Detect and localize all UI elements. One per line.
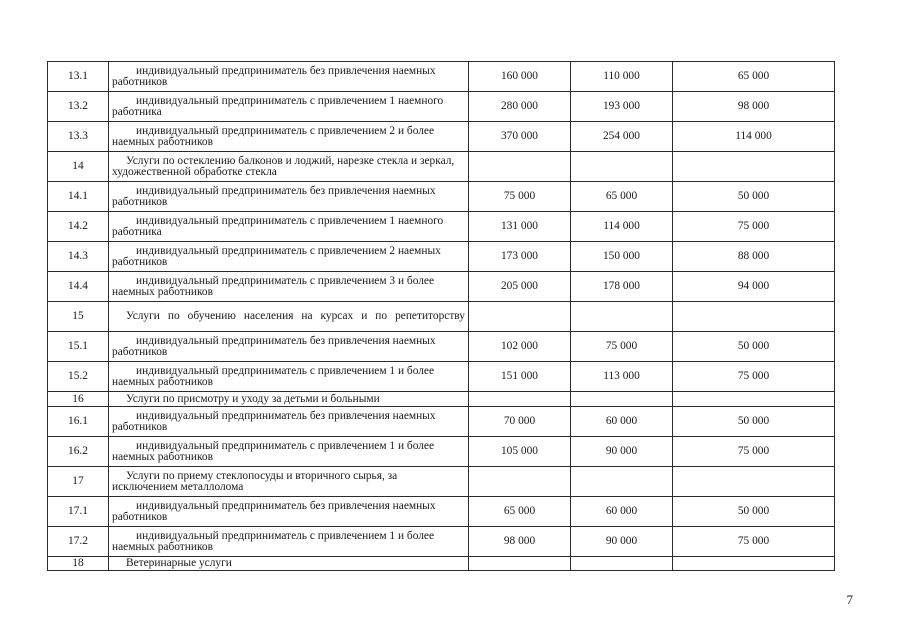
value-cell-2: 110 000	[571, 62, 673, 92]
value-cell-2: 90 000	[571, 437, 673, 467]
description-text: индивидуальный предприниматель с привлечением 2 и более наемных работников	[112, 124, 435, 148]
value-cell-2: 90 000	[571, 527, 673, 557]
value-cell-1: 205 000	[469, 272, 571, 302]
value-cell-3	[673, 302, 835, 332]
value-cell-3: 114 000	[673, 122, 835, 152]
value-cell-2	[571, 467, 673, 497]
value-cell-1: 105 000	[469, 437, 571, 467]
category-title	[109, 467, 469, 497]
row-number: 13.1	[48, 62, 109, 92]
value-cell-2: 114 000	[571, 212, 673, 242]
value-cell-2: 60 000	[571, 407, 673, 437]
row-number: 16.1	[48, 407, 109, 437]
value-cell-3: 98 000	[673, 92, 835, 122]
description-text: индивидуальный предприниматель с привлечением 1 наемного работника	[112, 94, 444, 118]
entrepreneur-description	[109, 122, 469, 152]
entrepreneur-description	[109, 212, 469, 242]
table-row	[48, 272, 835, 302]
description-text: индивидуальный предприниматель без привлечения наемных работников	[112, 499, 436, 523]
value-cell-1	[469, 392, 571, 407]
value-cell-3: 88 000	[673, 242, 835, 272]
value-cell-3: 50 000	[673, 182, 835, 212]
value-cell-3: 75 000	[673, 437, 835, 467]
value-cell-1: 173 000	[469, 242, 571, 272]
row-number: 15.2	[48, 362, 109, 392]
value-cell-2	[571, 557, 673, 571]
page-number: 7	[846, 592, 853, 607]
table-row	[48, 362, 835, 392]
value-cell-1: 280 000	[469, 92, 571, 122]
row-number: 14.4	[48, 272, 109, 302]
table-row	[48, 437, 835, 467]
value-cell-3	[673, 392, 835, 407]
row-number: 16	[48, 392, 109, 407]
value-cell-3	[673, 557, 835, 571]
entrepreneur-description	[109, 242, 469, 272]
value-cell-3: 75 000	[673, 362, 835, 392]
description-text: индивидуальный предприниматель с привлечением 1 и более наемных работников	[112, 439, 435, 463]
table-row	[48, 122, 835, 152]
value-cell-2	[571, 302, 673, 332]
table-row	[48, 302, 835, 332]
category-title	[109, 557, 469, 571]
description-text: индивидуальный предприниматель с привлечением 2 наемных работников	[112, 244, 441, 268]
row-number: 17	[48, 467, 109, 497]
category-title	[109, 392, 469, 407]
table-row	[48, 152, 835, 182]
value-cell-1	[469, 557, 571, 571]
category-title	[109, 152, 469, 182]
value-cell-3: 75 000	[673, 212, 835, 242]
table-row	[48, 467, 835, 497]
description-text: Ветеринарные услуги	[126, 557, 232, 569]
value-cell-2: 178 000	[571, 272, 673, 302]
entrepreneur-description	[109, 332, 469, 362]
entrepreneur-description	[109, 182, 469, 212]
table-row	[48, 527, 835, 557]
value-cell-2: 254 000	[571, 122, 673, 152]
row-number: 15	[48, 302, 109, 332]
value-cell-1: 75 000	[469, 182, 571, 212]
entrepreneur-description	[109, 272, 469, 302]
value-cell-3: 50 000	[673, 407, 835, 437]
description-text: индивидуальный предприниматель с привлечением 1 наемного работника	[112, 214, 444, 238]
row-number: 16.2	[48, 437, 109, 467]
value-cell-3: 75 000	[673, 527, 835, 557]
description-text: индивидуальный предприниматель с привлечением 1 и более наемных работников	[112, 364, 435, 388]
value-cell-1: 65 000	[469, 497, 571, 527]
table-row	[48, 182, 835, 212]
table-row	[48, 62, 835, 92]
description-text: Услуги по присмотру и уходу за детьми и больными	[126, 392, 380, 405]
row-number: 14.3	[48, 242, 109, 272]
value-cell-3	[673, 152, 835, 182]
row-number: 14.1	[48, 182, 109, 212]
table-row	[48, 497, 835, 527]
row-number: 14.2	[48, 212, 109, 242]
value-cell-1: 160 000	[469, 62, 571, 92]
table-row	[48, 392, 835, 407]
entrepreneur-description	[109, 407, 469, 437]
value-cell-2: 60 000	[571, 497, 673, 527]
description-text: индивидуальный предприниматель без привлечения наемных работников	[112, 64, 436, 88]
value-cell-1	[469, 467, 571, 497]
value-cell-3: 50 000	[673, 332, 835, 362]
value-cell-1	[469, 302, 571, 332]
value-cell-2: 193 000	[571, 92, 673, 122]
tariff-table	[47, 61, 835, 571]
description-text: Услуги по остеклению балконов и лоджий, нарезке стекла и зеркал, художественной обработке стекла	[112, 154, 455, 178]
table-row	[48, 242, 835, 272]
entrepreneur-description	[109, 362, 469, 392]
entrepreneur-description	[109, 92, 469, 122]
description-text: индивидуальный предприниматель без привлечения наемных работников	[112, 334, 436, 358]
value-cell-2	[571, 392, 673, 407]
value-cell-3: 50 000	[673, 497, 835, 527]
row-number: 13.3	[48, 122, 109, 152]
value-cell-1: 98 000	[469, 527, 571, 557]
row-number: 17.2	[48, 527, 109, 557]
value-cell-3: 94 000	[673, 272, 835, 302]
category-title	[109, 302, 469, 332]
description-text: индивидуальный предприниматель без привлечения наемных работников	[112, 409, 436, 433]
row-number: 14	[48, 152, 109, 182]
value-cell-1: 131 000	[469, 212, 571, 242]
value-cell-1: 70 000	[469, 407, 571, 437]
value-cell-2: 75 000	[571, 332, 673, 362]
value-cell-2: 113 000	[571, 362, 673, 392]
value-cell-3	[673, 467, 835, 497]
table-row	[48, 92, 835, 122]
table-row	[48, 332, 835, 362]
value-cell-2: 150 000	[571, 242, 673, 272]
entrepreneur-description	[109, 62, 469, 92]
table-row	[48, 407, 835, 437]
row-number: 17.1	[48, 497, 109, 527]
description-text: Услуги по обучению населения на курсах и по репетиторству	[126, 310, 465, 322]
table-row	[48, 212, 835, 242]
value-cell-3: 65 000	[673, 62, 835, 92]
row-number: 15.1	[48, 332, 109, 362]
description-text: индивидуальный предприниматель без привлечения наемных работников	[112, 184, 436, 208]
entrepreneur-description	[109, 437, 469, 467]
tariff-table-body	[48, 62, 835, 571]
value-cell-1: 370 000	[469, 122, 571, 152]
description-text: индивидуальный предприниматель с привлечением 3 и более наемных работников	[112, 274, 435, 298]
row-number: 18	[48, 557, 109, 571]
value-cell-2: 65 000	[571, 182, 673, 212]
table-row	[48, 557, 835, 571]
value-cell-2	[571, 152, 673, 182]
row-number: 13.2	[48, 92, 109, 122]
description-text: Услуги по приему стеклопосуды и вторичного сырья, за исключением металлолома	[112, 469, 398, 493]
entrepreneur-description	[109, 497, 469, 527]
value-cell-1: 151 000	[469, 362, 571, 392]
entrepreneur-description	[109, 527, 469, 557]
value-cell-1	[469, 152, 571, 182]
description-text: индивидуальный предприниматель с привлечением 1 и более наемных работников	[112, 529, 435, 553]
value-cell-1: 102 000	[469, 332, 571, 362]
